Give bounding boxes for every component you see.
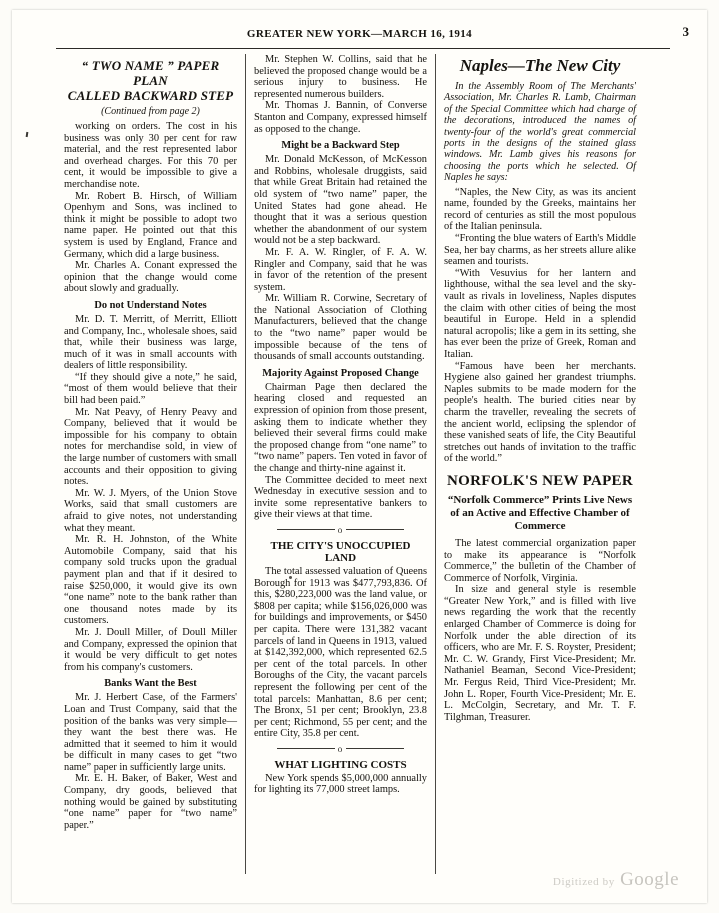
naples-italic-lead: In the Assembly Room of The Merchants' Association, Mr. Charles R. Lamb, Chairman of the Special Committee which had charge of the decorations, introduced the names of twenty-four of the world's great commercial ports in the designs of the stained glass windows. Mr. Lamb gives his reasons for choosing the ports which he selected. Of Naples he says: [444,81,636,184]
header-rule [56,48,670,49]
section-subhead: WHAT LIGHTING COSTS [274,758,407,771]
body-paragraph: Mr. Robert B. Hirsch, of William Openhym and Sons, was inclined to think it might be possible to adopt two name paper. He pointed out that this system is used by England, France and Germany, which did a large business. [64,190,237,260]
page-number: 3 [682,24,689,39]
body-paragraph: “Famous have been her merchants. Hygiene also gained her grandest triumphs. Naples submits to be made modern for the people's health. The buried cities near by charm the traveller, revealing the secrets of the ancient world, eclipsing the splendor of these vanished seats of life, the City Beautiful stretches out hands of invitation to the traffic of the world.” [444,360,636,465]
body-paragraph: Mr. Donald McKesson, of McKesson and Robbins, wholesale druggists, said that while Great Britain had retained the old system of “two name” paper, the United States had gone ahead. He thought that it was a serious question whether the abandonment of our system would not be a step backward. [254,154,427,247]
body-paragraph: Mr. Thomas J. Bannin, of Converse Stanton and Company, expressed himself as opposed to the change. [254,100,427,135]
body-paragraph: In size and general style is resemble “Greater New York,” and is filled with live news regarding the work that the recently enlarged Chamber of Commerce is doing for Norfolk under the able direction of its officers, who are Mr. F. S. Royster, President; Mr. C. W. Grandy, First Vice-President; Mr. Nathaniel Beaman, Second Vice-President; Mr. Fergus Reid, Third Vice-President; Mr. John L. Roper, Fourth Vice-President; Mr. E. L. McColgin, Secretary, and Mr. T. F. Tilghman, Treasurer. [444,584,636,723]
body-paragraph: “Naples, the New City, as was its ancient name, founded by the Greeks, maintains her record of centuries as still the most populous of the Italian peninsula. [444,186,636,233]
body-paragraph: “If they should give a note,” he said, “most of them would believe that their bill had been paid.” [64,371,237,407]
body-paragraph: Mr. J. Doull Miller, of Doull Miller and Company, expressed the opinion that it would be very difficult to get notes from his company's customers. [64,626,237,673]
headline-line-2: CALLED BACKWARD STEP [67,88,234,103]
running-head: GREATER NEW YORK—MARCH 16, 1914 [246,28,473,40]
body-paragraph: The Committee decided to meet next Wednesday in executive session and to invite some representative bankers to give their views at that time. [254,474,427,521]
section-subhead: Banks Want the Best [104,678,197,690]
body-paragraph: Mr. F. A. W. Ringler, of F. A. W. Ringler and Company, said that he was in favor of the retention of the present system. [254,246,427,293]
scan-artifact [26,132,29,137]
column-two [246,54,436,874]
section-subhead: Majority Against Proposed Change [262,367,419,379]
page-sheet [12,10,707,903]
body-paragraph: The latest commercial organization paper to make its appearance is “Norfolk Commerce,” the bulletin of the Chamber of Commerce of Norfolk, Virginia. [444,537,636,584]
body-paragraph: Mr. Nat Peavy, of Henry Peavy and Company, believed that it would be impossible for his company to obtain notes for merchandise sold, in view of the large number of customers with small accounts and their opposition to giving notes. [64,406,237,488]
body-paragraph: Mr. Stephen W. Collins, said that he believed the proposed change would be a serious injury to business. He represented numerous builders. [254,54,427,100]
body-paragraph: Mr. William R. Corwine, Secretary of the National Association of Clothing Manufacturers, believed that the change to the “two name” paper would be impossible because of the tens of thousands of small accounts outstanding. [254,293,427,363]
article-headline [64,58,237,103]
ornament-divider: o [254,744,427,754]
headline-line-1: “ TWO NAME ” PAPER PLAN [81,58,220,88]
norfolk-subhead: “Norfolk Commerce” Prints Live News of an Active and Effective Chamber of Commerce [447,493,633,532]
google-watermark [553,869,679,891]
body-paragraph: Chairman Page then declared the hearing closed and requested an expression of opinion from those present, asking them to indicate whether they believed their several firms could make the proposed change from “one name” to “two name” papers. Ten voted in favor of the change and thirty-nine against it. [254,381,427,474]
body-paragraph: “With Vesuvius for her lantern and lighthouse, withal the sea level and the sky-vault as rivals in loveliness, Naples disputes the claim with other cities of being the most beautiful in Europe. Held in a splendid natural acropolis; like a gem in its setting, she has ever been the prize of Greek, Roman and Italian. [444,267,636,360]
body-paragraph: Mr. E. H. Baker, of Baker, West and Company, dry goods, believed that nothing would be gained by substituting “one name” paper for “two name” paper.” [64,773,237,831]
watermark-prefix: Digitized by [552,876,615,888]
section-subhead: THE CITY'S UNOCCUPIED LAND [270,539,411,564]
ornament-divider: o [254,525,427,535]
body-paragraph: Mr. Charles A. Conant expressed the opinion that the change would come about slowly and gradually. [64,260,237,295]
column-layout [56,54,674,874]
body-paragraph: Mr. J. Herbert Case, of the Farmers' Loan and Trust Company, said that the position of the banks was very simple—they want the best there was. He admitted that it seemed to him it would be difficult in many cases to get “two name” paper in sufficiently large units. [64,692,237,773]
body-paragraph: Mr. R. H. Johnston, of the White Automobile Company, said that his company sold trucks upon the gradual payment plan and that if it desired to raise $250,000, it would give its own “one name” note to the bank rather than one thousand notes made by its customers. [64,534,237,627]
watermark-logo: Google [620,869,679,890]
section-subhead: Might be a Backward Step [281,140,400,152]
body-paragraph: The total assessed valuation of Queens Borough for 1913 was $477,793,836. Of this, $280,223,000 was the land value, or $808 per capita; while $156,026,000 was for buildings and improvements, or $450 per capita. There were 131,382 vacant parcels of land in Queens in 1913, valued at $142,392,000, which represented 62.5 per cent of the total parcels. In other Boroughs of the City, the vacant parcels represent the following per cent of the total parcels: Manhattan, 8.6 per cent; The Bronx, 51 per cent; Brooklyn, 23.8 per cent; Richmond, 55 per cent; and the entire City, 35.8 per cent. [254,565,427,740]
body-paragraph: Mr. W. J. Myers, of the Union Stove Works, said that small customers are afraid to give notes, not understanding what they meant. [64,487,237,534]
body-paragraph: “Fronting the blue waters of Earth's Middle Sea, her bay charms, as her streets allure alike seamen and tourists. [444,233,636,268]
norfolk-headline: NORFOLK'S NEW PAPER [447,472,633,489]
body-paragraph: Mr. D. T. Merritt, of Merritt, Elliott and Company, Inc., wholesale shoes, said that, while their business was large, much of it was in small accounts with dealers of little responsibility. [64,313,237,372]
naples-headline: Naples—The New City [459,56,621,75]
column-one [56,54,246,874]
continued-note: (Continued from page 2) [101,106,200,117]
column-three [436,54,644,874]
body-paragraph: working on orders. The cost in his business was only 30 per cent for raw material, and the rest represented labor and overhead charges. For this 70 per cent, it would be impossible to give a merchandise note. [64,121,237,190]
section-subhead: Do not Understand Notes [94,299,207,311]
body-paragraph: New York spends $5,000,000 annually for lighting its 77,000 street lamps. [254,772,427,796]
